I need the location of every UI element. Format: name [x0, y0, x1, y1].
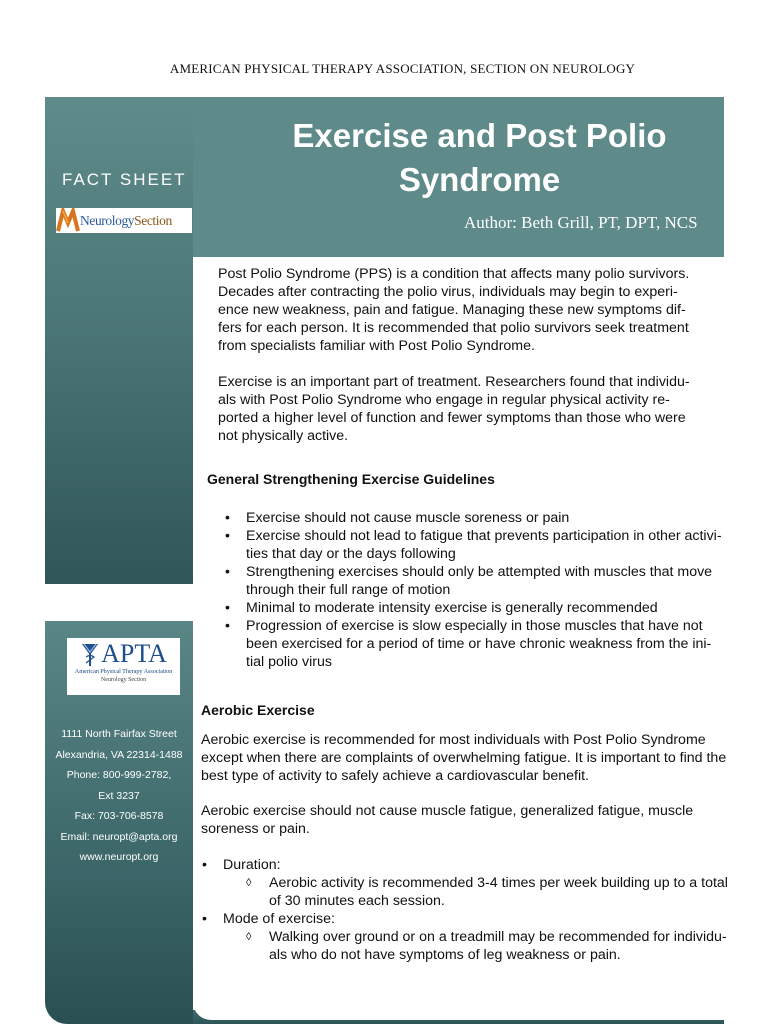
text-line: als with Post Polio Syndrome who engage in regular physical activity re- [218, 392, 670, 408]
text-line: through their full range of motion [246, 582, 451, 598]
organization-header: AMERICAN PHYSICAL THERAPY ASSOCIATION, SECTION ON NEUROLOGY [169, 61, 636, 76]
text-line: Aerobic exercise is recommended for most individuals with Post Polio Syndrome [201, 732, 706, 748]
apta-logo-word: APTA [101, 639, 167, 668]
text-line: except when there are complaints of overwhelming fatigue. It is important to find the [201, 750, 727, 766]
aerobic-paragraph-1 [201, 731, 726, 785]
sub-list-item [246, 874, 728, 910]
document-title [237, 114, 722, 202]
text-line: tial polio virus [246, 654, 332, 670]
neurology-section-logo-text [80, 213, 172, 229]
title-line-1: Exercise and Post Polio [292, 117, 667, 154]
list-item [225, 617, 722, 671]
text-line: Progression of exercise is slow especially in those muscles that have not [246, 618, 703, 634]
neurology-section-logo [56, 208, 192, 233]
strengthening-heading: General Strengthening Exercise Guidelines [207, 471, 495, 487]
list-item [225, 599, 722, 617]
text-line: Exercise should not lead to fatigue that prevents participation in other activi- [246, 528, 722, 544]
apta-caduceus-icon [80, 641, 100, 667]
aerobic-heading: Aerobic Exercise [201, 702, 315, 718]
text-line: ported a higher level of function and fewer symptoms than those who were [218, 410, 686, 426]
aerobic-list [202, 856, 728, 964]
text-line: Aerobic activity is recommended 3-4 times per week building up to a total [269, 875, 728, 891]
contact-fax: Fax: 703-706-8578 [74, 810, 164, 822]
contact-email[interactable]: Email: neuropt@apta.org [60, 830, 178, 843]
contact-phone: Phone: 800-999-2782, [66, 769, 172, 781]
bullet-icon: • [225, 510, 230, 526]
bullet-icon: • [225, 564, 230, 580]
strengthening-list [225, 509, 722, 671]
contact-info [45, 724, 193, 868]
text-line: Post Polio Syndrome (PPS) is a condition that affects many polio survivors. [218, 266, 690, 282]
list-item [202, 910, 728, 964]
text-line: Exercise is an important part of treatment. Researchers found that individu- [218, 374, 690, 390]
text-line: Minimal to moderate intensity exercise is generally recommended [246, 600, 658, 616]
sub-list-item [246, 928, 728, 964]
bullet-icon: • [225, 618, 230, 634]
text-line: Strengthening exercises should only be attempted with muscles that move [246, 564, 713, 580]
title-line-2: Syndrome [398, 161, 561, 198]
list-item [225, 563, 722, 599]
text-line: not physically active. [218, 428, 349, 444]
text-line: Exercise should not cause muscle soreness or pain [246, 510, 570, 526]
bullet-icon: • [202, 911, 207, 927]
text-line: fers for each person. It is recommended that polio survivors seek treatment [218, 320, 689, 336]
bullet-icon: • [225, 600, 230, 616]
list-item-label: Mode of exercise: [223, 911, 335, 927]
apta-logo-section: Neurology Section [100, 677, 147, 683]
author-line: Author: Beth Grill, PT, DPT, NCS [464, 213, 698, 232]
text-line: ties that day or the days following [246, 546, 456, 562]
contact-street: 1111 North Fairfax Street [61, 728, 177, 740]
aerobic-paragraph-2 [201, 802, 693, 838]
text-line: from specialists familiar with Post Polio Syndrome. [218, 338, 535, 354]
text-line: ence new weakness, pain and fatigue. Managing these new symptoms dif- [218, 302, 686, 318]
text-line: of 30 minutes each session. [269, 893, 445, 909]
text-line: best type of activity to safely achieve a cardiovascular benefit. [201, 768, 589, 784]
contact-website[interactable]: www.neuropt.org [79, 851, 159, 863]
text-line: Aerobic exercise should not cause muscle fatigue, generalized fatigue, muscle [201, 803, 694, 819]
text-line: als who do not have symptoms of leg weakness or pain. [269, 947, 621, 963]
list-item [225, 509, 722, 527]
neuro-logo-word1: Neurology [80, 212, 135, 228]
contact-city: Alexandria, VA 22314-1488 [55, 748, 183, 761]
fact-sheet-label: FACT SHEET [62, 170, 187, 189]
list-item-label: Duration: [223, 857, 281, 873]
diamond-bullet-icon: ◊ [246, 877, 252, 889]
bullet-icon: • [225, 528, 230, 544]
text-line: Walking over ground or on a treadmill may be recommended for individu- [269, 929, 727, 945]
text-line: soreness or pain. [201, 821, 310, 837]
intro-paragraph-1 [218, 265, 689, 355]
text-line: been exercised for a period of time or have chronic weakness from the ini- [246, 636, 712, 652]
text-line: Decades after contracting the polio virus, individuals may begin to experi- [218, 284, 678, 300]
list-item [225, 527, 722, 563]
list-item [202, 856, 728, 910]
neuro-logo-word2: Section [134, 212, 172, 228]
contact-ext: Ext 3237 [98, 789, 140, 802]
apta-logo-subtitle: American Physical Therapy Association [74, 668, 173, 675]
apta-logo [67, 638, 180, 695]
diamond-bullet-icon: ◊ [246, 931, 252, 943]
neurology-section-logo-icon [56, 208, 80, 233]
intro-paragraph-2 [218, 373, 690, 445]
bullet-icon: • [202, 857, 207, 873]
